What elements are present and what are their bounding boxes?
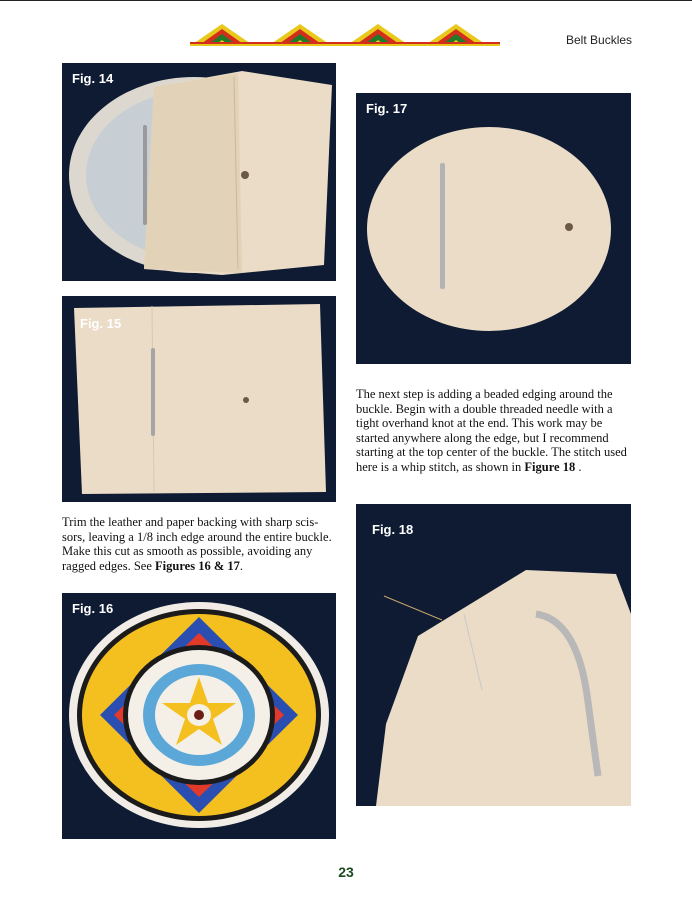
figure-18-reference: Figure 18	[524, 459, 576, 474]
edging-text: The next step is adding a beaded edging around the buckle. Begin with a double threaded needle with a tight overhand knot at the end. This work may be started anywhere along the edge, but I recommend starting at the top center of the buckle. The stitch used here is a whip stitch, as shown in	[356, 387, 627, 474]
figure-16-17-reference: Figures 16 & 17	[155, 558, 240, 573]
figure-18	[356, 504, 631, 806]
trim-end: .	[239, 558, 243, 573]
edging-end: .	[575, 459, 582, 474]
figure-15	[62, 296, 336, 502]
section-title: Belt Buckles	[566, 33, 633, 47]
leather-over-buckle-photo	[62, 63, 336, 281]
figure-17-label: Fig. 17	[366, 101, 408, 116]
beaded-border-ornament	[190, 22, 500, 46]
figure-16	[62, 593, 336, 839]
figure-18-label: Fig. 18	[372, 522, 414, 537]
trimmed-leather-photo	[356, 93, 631, 364]
figure-17	[356, 93, 631, 364]
page-number: 23	[338, 864, 354, 880]
trim-instructions	[62, 515, 336, 573]
bead-pattern	[190, 24, 500, 46]
figure-14	[62, 63, 336, 281]
figure-14-label: Fig. 14	[72, 71, 114, 86]
top-rule	[0, 0, 692, 1]
edging-instructions	[356, 387, 631, 475]
trim-text: Trim the leather and paper backing with sharp scis-sors, leaving a 1/8 inch edge around the entire buckle. Make this cut as smooth as possible, avoiding any ragged edges. See	[62, 515, 332, 573]
whip-stitch-photo	[356, 504, 631, 806]
figure-16-label: Fig. 16	[72, 601, 114, 616]
beaded-buckle-photo	[62, 593, 336, 839]
figure-15-label: Fig. 15	[80, 316, 122, 331]
